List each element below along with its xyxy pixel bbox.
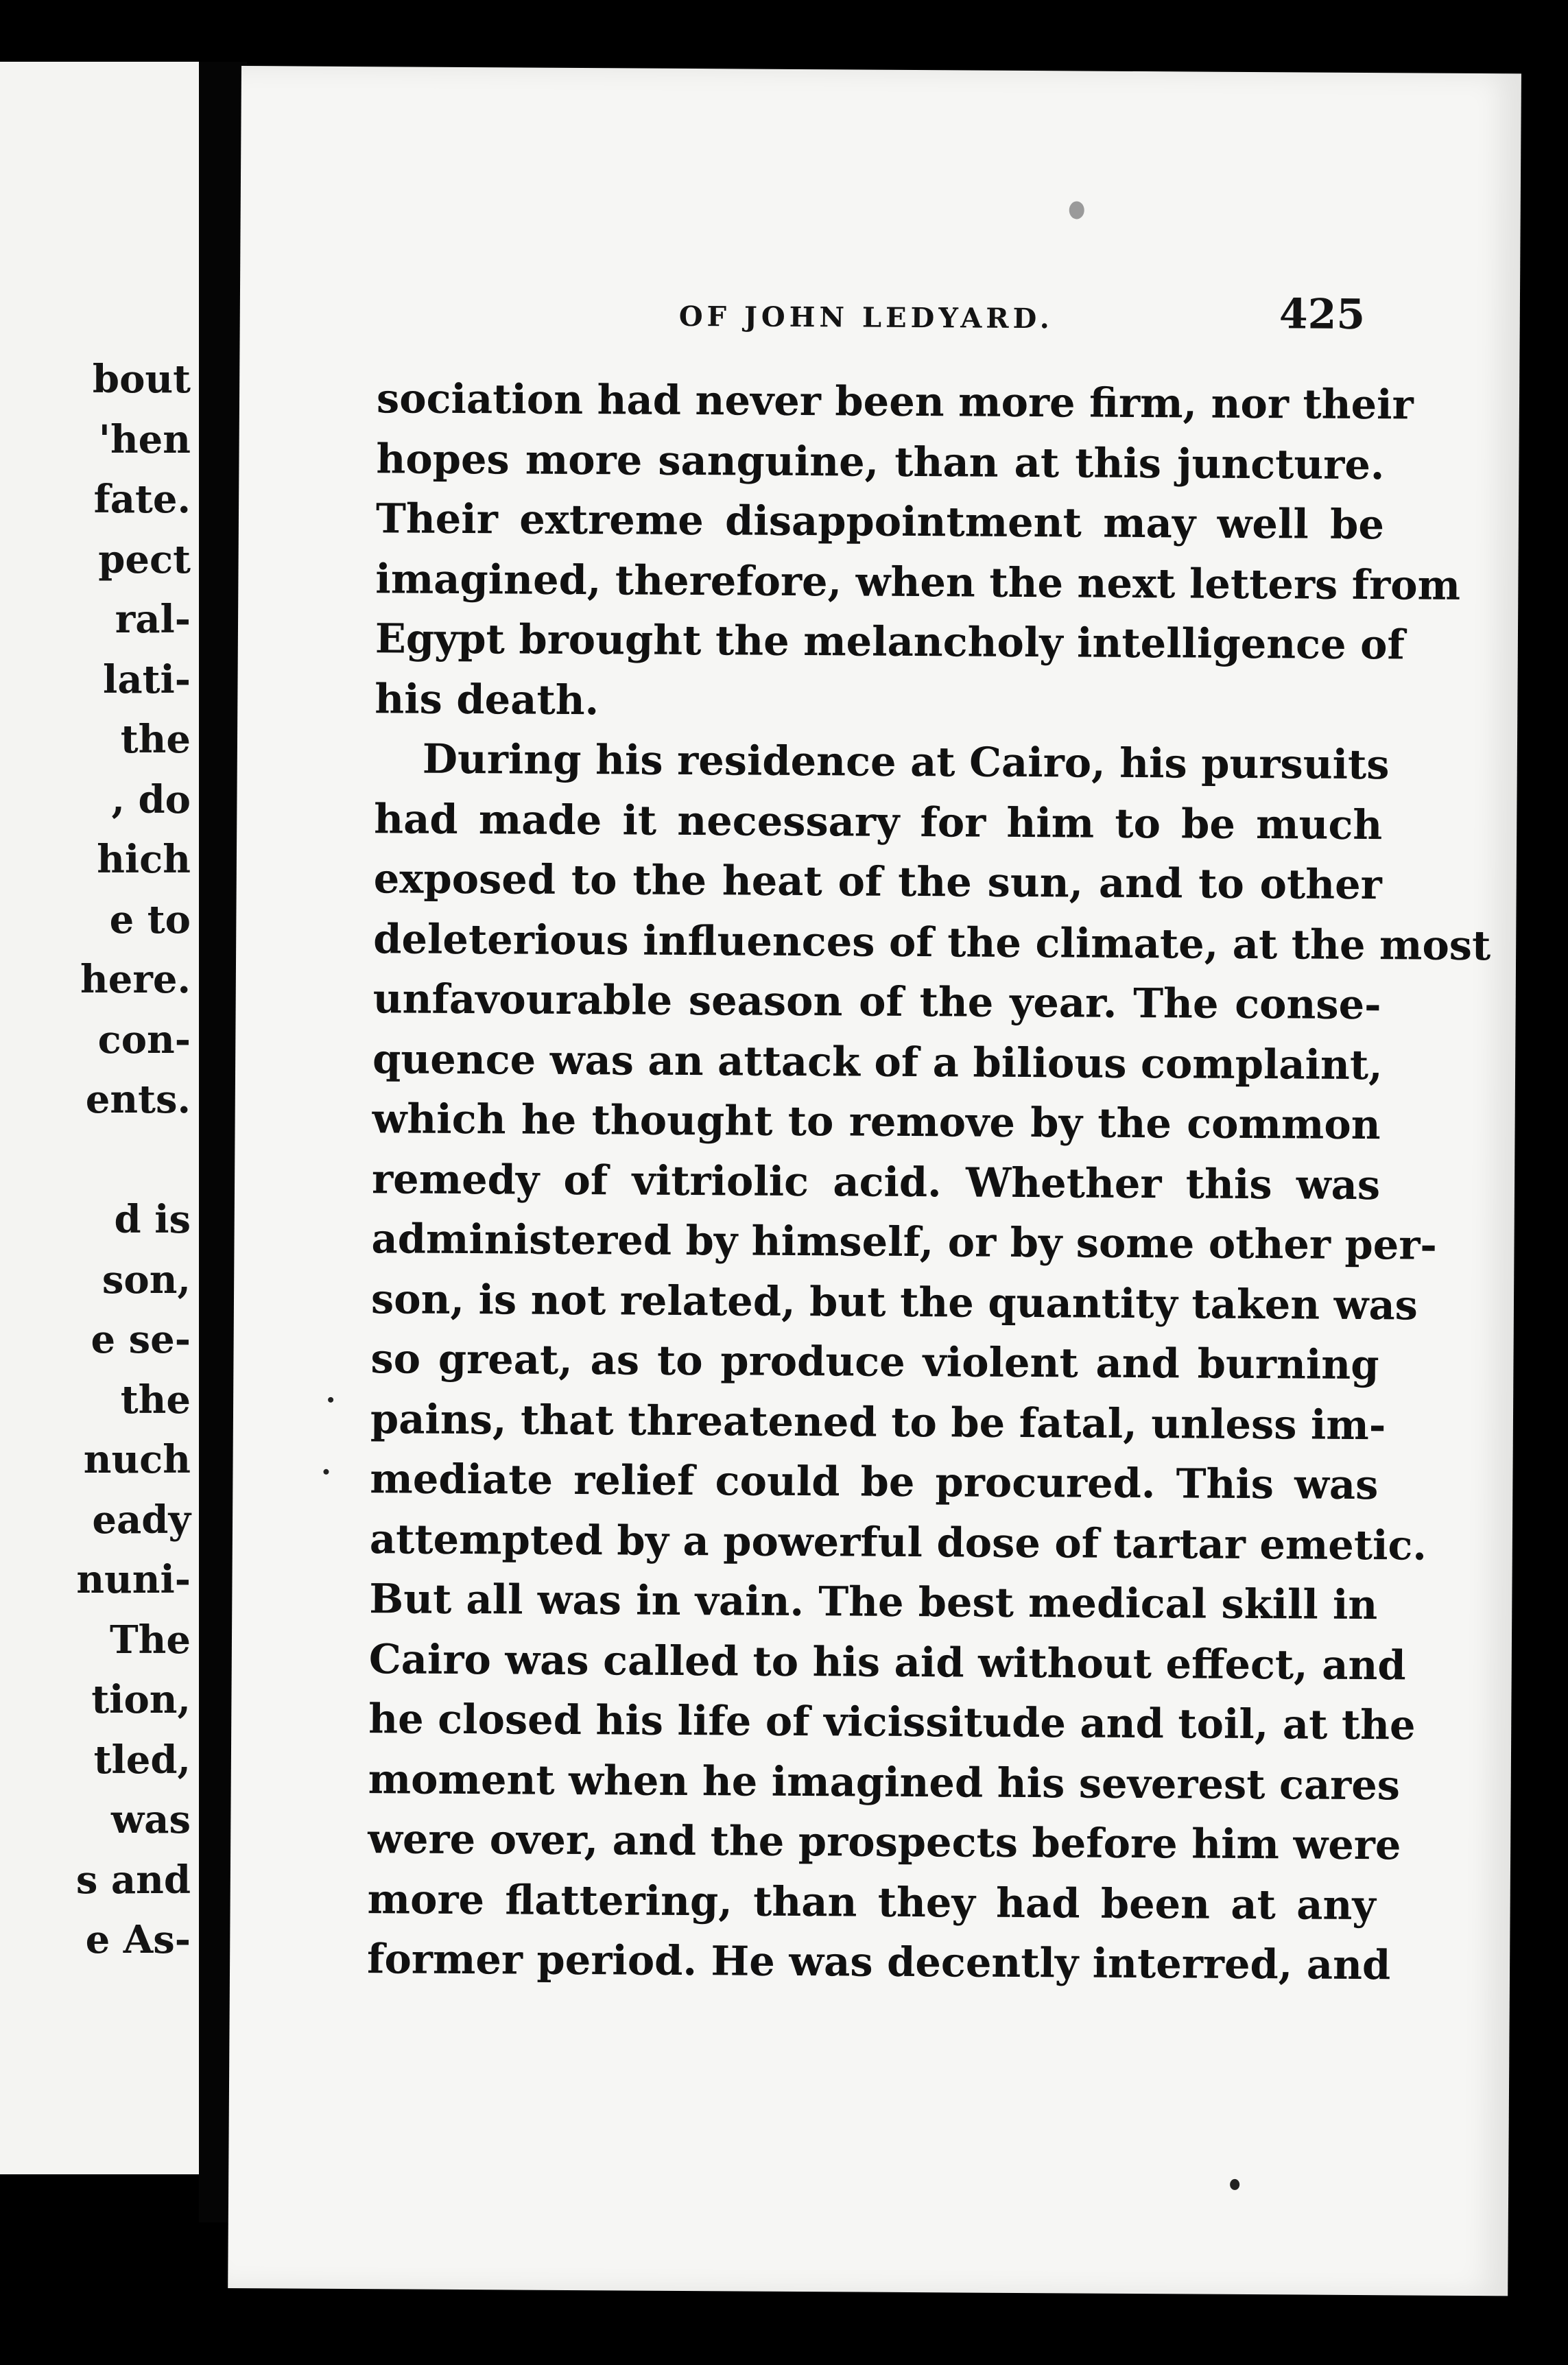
left-line: , do: [111, 776, 191, 822]
running-title: OF JOHN LEDYARD.: [678, 300, 1054, 335]
ink-speck: [1069, 201, 1084, 219]
text-line: Egypt brought the melancholy intelligence of: [375, 615, 1405, 669]
left-line: lati-: [103, 656, 191, 702]
ink-speck: [1230, 2179, 1239, 2190]
ink-speck: [323, 1469, 329, 1475]
text-line: had made it necessary for him to be much: [374, 794, 1383, 848]
left-line: son,: [102, 1257, 191, 1303]
left-line: was: [110, 1797, 191, 1842]
left-line: e se-: [91, 1317, 191, 1362]
text-line: Cairo was called to his aid without effect, and: [368, 1635, 1406, 1689]
text-line: administered by himself, or by some other per-: [371, 1215, 1438, 1269]
text-line: exposed to the heat of the sun, and to other: [373, 855, 1382, 909]
running-head: [239, 278, 1520, 361]
text-line: unfavourable season of the year. The conse-: [372, 975, 1381, 1029]
text-line: mediate relief could be procured. This was: [370, 1455, 1379, 1509]
text-line: pains, that threatened to be fatal, unless im-: [370, 1394, 1386, 1449]
text-line: moment when he imagined his severest cares: [368, 1755, 1401, 1809]
left-line: The: [109, 1617, 191, 1663]
left-line: s and: [75, 1857, 191, 1903]
text-line: his death.: [375, 674, 599, 724]
text-line: Their extreme disappointment may well be: [375, 495, 1385, 549]
text-line: son, is not related, but the quantity taken was: [370, 1274, 1418, 1329]
left-line: ents.: [85, 1077, 191, 1122]
text-line: so great, as to produce violent and burning: [370, 1335, 1379, 1389]
left-page-text: [76, 350, 191, 1971]
text-line: which he thought to remove by the common: [372, 1095, 1381, 1149]
left-line: the: [120, 717, 191, 762]
text-line: attempted by a powerful dose of tartar emetic.: [369, 1514, 1427, 1569]
text-line: hopes more sanguine, than at this juncture.: [376, 434, 1385, 488]
text-line: quence was an attack of a bilious complaint,: [372, 1034, 1383, 1089]
left-line: ral-: [115, 597, 191, 642]
left-page: [0, 62, 199, 2174]
left-line: bout: [92, 357, 191, 402]
left-line: d is: [114, 1197, 191, 1242]
page-number: 425: [1279, 290, 1366, 340]
left-line: [76, 1130, 191, 1191]
text-line: During his residence at Cairo, his pursuits: [422, 735, 1390, 789]
text-line: more flattering, than they had been at any: [367, 1875, 1376, 1929]
text-line: imagined, therefore, when the next letters from: [375, 554, 1461, 609]
text-line: deleterious influences of the climate, at the most: [373, 914, 1491, 969]
text-line: But all was in vain. The best medical skill in: [369, 1575, 1378, 1629]
text-line: former period. He was decently interred, and: [366, 1935, 1391, 1989]
ink-speck: [328, 1397, 333, 1403]
left-line: tled,: [93, 1737, 191, 1783]
body-text: [366, 368, 1491, 1995]
left-line: the: [120, 1377, 191, 1423]
left-line: nuni-: [76, 1557, 191, 1602]
left-line: here.: [80, 957, 191, 1002]
text-line: sociation had never been more firm, nor their: [376, 375, 1414, 429]
left-line: tion,: [91, 1677, 191, 1722]
text-line: were over, and the prospects before him were: [368, 1815, 1401, 1869]
left-line: pect: [98, 536, 191, 582]
left-line: eady: [92, 1497, 191, 1543]
left-line: e As-: [85, 1917, 191, 1962]
text-line: he closed his life of vicissitude and toil, at the: [368, 1695, 1416, 1749]
left-line: 'hen: [98, 416, 191, 462]
text-line: remedy of vitriolic acid. Whether this was: [371, 1154, 1381, 1209]
left-line: e to: [109, 896, 191, 942]
left-line: nuch: [83, 1437, 191, 1482]
left-line: fate.: [93, 477, 191, 522]
left-line: con-: [97, 1017, 191, 1062]
main-page: [228, 66, 1521, 2296]
left-line: hich: [97, 837, 191, 882]
